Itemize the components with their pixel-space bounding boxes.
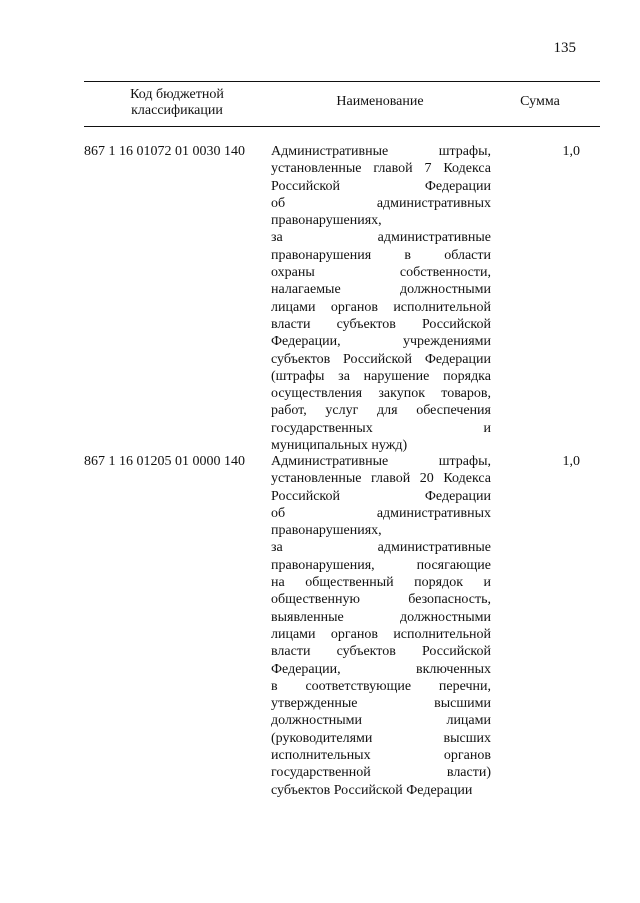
name-line: общественную безопасность, (271, 592, 491, 608)
name-line: за административные (271, 230, 491, 246)
page-number: 135 (553, 40, 576, 56)
name-line: власти субъектов Российской (271, 644, 491, 660)
name-line: субъектов Российской Федерации (271, 782, 473, 798)
name-line: лицами органов исполнительной (271, 299, 491, 315)
name-line: государственных и (271, 420, 491, 436)
header-sum-cell: Сумма (520, 94, 560, 109)
name-line: правонарушения, посягающие (271, 557, 491, 573)
name-line: власти субъектов Российской (271, 316, 491, 332)
budget-code: 867 1 16 01205 01 0000 140 (84, 454, 245, 469)
name-line: налагаемые должностными (271, 282, 491, 298)
name-line: установленные главой 20 Кодекса (271, 471, 491, 487)
name-line: правонарушения в области (271, 247, 491, 263)
name-line: правонарушениях, (271, 523, 382, 539)
name-line: Российской Федерации (271, 488, 491, 504)
name-line: Федерации, включенных (271, 661, 491, 677)
header-name-cell: Наименование (336, 94, 424, 109)
name-line: Административные штрафы, (271, 144, 491, 159)
name-line: Административные штрафы, (271, 454, 491, 469)
name-line: установленные главой 7 Кодекса (271, 161, 491, 177)
name-line: (штрафы за нарушение порядка (271, 368, 491, 384)
name-line: работ, услуг для обеспечения (271, 403, 491, 419)
name-line: осуществления закупок товаров, (271, 386, 491, 402)
row-sum: 1,0 (562, 144, 580, 159)
name-line: охраны собственности, (271, 265, 491, 281)
header-code-cell: Код бюджетной классификации (130, 87, 224, 118)
name-line: субъектов Российской Федерации (271, 351, 491, 367)
row-sum: 1,0 (562, 454, 580, 469)
name-line: государственной власти) (271, 765, 491, 781)
header-bottom-rule (84, 126, 600, 127)
name-line: Российской Федерации (271, 178, 491, 194)
name-line: об административных (271, 195, 491, 211)
name-line: исполнительных органов (271, 748, 491, 764)
name-line: в соответствующие перечни, (271, 678, 491, 694)
name-line: муниципальных нужд) (271, 438, 408, 454)
name-line: должностными лицами (271, 713, 491, 729)
name-line: утвержденные высшими (271, 696, 491, 712)
name-line: правонарушениях, (271, 213, 382, 229)
name-line: лицами органов исполнительной (271, 626, 491, 642)
row-name (271, 143, 491, 454)
name-line: на общественный порядок и (271, 575, 491, 591)
name-line: за административные (271, 540, 491, 556)
header-top-rule (84, 81, 600, 82)
budget-code: 867 1 16 01072 01 0030 140 (84, 144, 245, 159)
name-line: выявленные должностными (271, 609, 491, 625)
name-line: об административных (271, 505, 491, 521)
name-line: Федерации, учреждениями (271, 334, 491, 350)
row-name (271, 453, 491, 799)
name-line: (руководителями высших (271, 730, 491, 746)
